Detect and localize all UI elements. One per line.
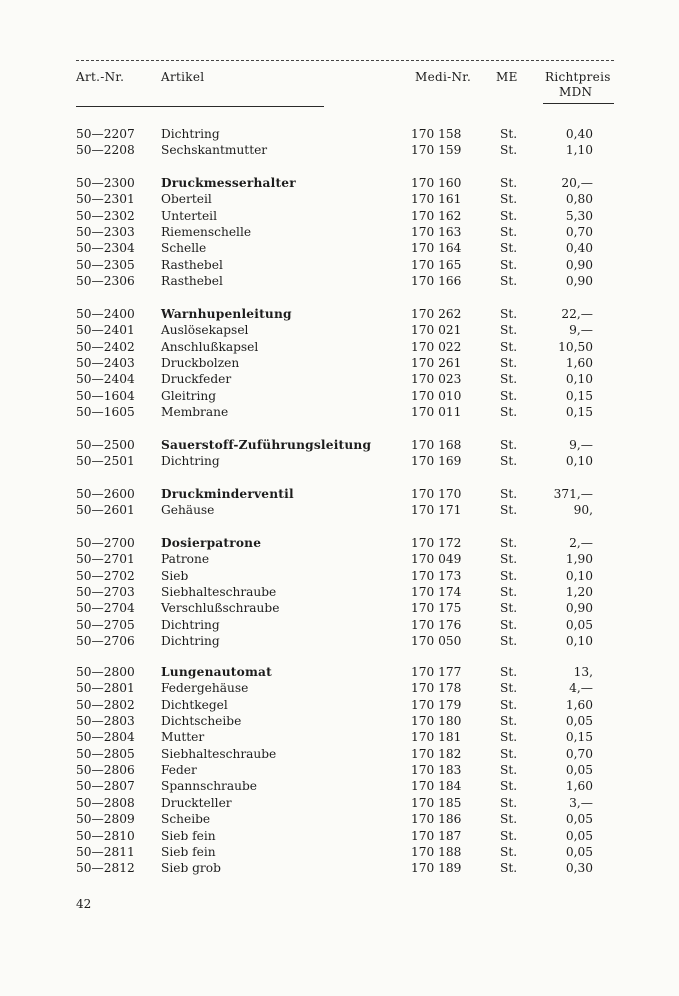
article-name-cell: Gleitring [161, 389, 217, 403]
table-row [0, 240, 679, 256]
table-row [0, 860, 679, 876]
art-number-cell: 50—2601 [76, 503, 135, 517]
unit-cell: St. [500, 730, 518, 744]
price-cell: 0,05 [565, 845, 593, 859]
unit-cell: St. [500, 763, 518, 777]
table-row [0, 273, 679, 289]
price-cell: 1,20 [565, 585, 593, 599]
price-cell: 1,90 [565, 552, 593, 566]
unit-cell: St. [500, 225, 518, 239]
col-header-medi-nr: Medi-Nr. [415, 70, 472, 84]
table-row [0, 142, 679, 158]
medi-number-cell: 170 049 [411, 552, 462, 566]
art-number-cell: 50—2808 [76, 796, 135, 810]
price-cell: 10,50 [558, 340, 593, 354]
art-number-cell: 50—2300 [76, 176, 135, 190]
table-row [0, 388, 679, 404]
price-cell: 0,90 [565, 258, 593, 272]
medi-number-cell: 170 158 [411, 127, 462, 141]
article-name-cell: Sauerstoff-Zuführungsleitung [161, 438, 372, 452]
price-cell: 5,30 [565, 209, 593, 223]
art-number-cell: 50—2801 [76, 681, 135, 695]
medi-number-cell: 170 185 [411, 796, 462, 810]
art-number-cell: 50—1604 [76, 389, 135, 403]
medi-number-cell: 170 023 [411, 372, 462, 386]
medi-number-cell: 170 011 [411, 405, 462, 419]
unit-cell: St. [500, 861, 518, 875]
table-row [0, 568, 679, 584]
price-cell: 0,15 [565, 730, 593, 744]
table-row [0, 795, 679, 811]
art-number-cell: 50—2401 [76, 323, 135, 337]
table-row [0, 502, 679, 518]
table-row [0, 322, 679, 338]
article-name-cell: Siebhalteschraube [161, 747, 277, 761]
price-cell: 9,— [569, 438, 593, 452]
article-name-cell: Spannschraube [161, 779, 258, 793]
table-row [0, 551, 679, 567]
unit-cell: St. [500, 372, 518, 386]
medi-number-cell: 170 171 [411, 503, 462, 517]
medi-number-cell: 170 178 [411, 681, 462, 695]
art-number-cell: 50—2600 [76, 487, 135, 501]
art-number-cell: 50—2304 [76, 241, 135, 255]
table-row [0, 453, 679, 469]
medi-number-cell: 170 177 [411, 665, 462, 679]
price-underline [543, 103, 614, 104]
art-number-cell: 50—2208 [76, 143, 135, 157]
medi-number-cell: 170 182 [411, 747, 462, 761]
article-name-cell: Verschlußschraube [161, 601, 280, 615]
art-number-cell: 50—2303 [76, 225, 135, 239]
article-name-cell: Sieb [161, 569, 189, 583]
price-cell: 0,30 [565, 861, 593, 875]
medi-number-cell: 170 050 [411, 634, 462, 648]
price-cell: 2,— [569, 536, 593, 550]
table-row [0, 729, 679, 745]
price-cell: 1,60 [565, 698, 593, 712]
unit-cell: St. [500, 536, 518, 550]
price-cell: 0,05 [565, 829, 593, 843]
unit-cell: St. [500, 796, 518, 810]
unit-cell: St. [500, 747, 518, 761]
medi-number-cell: 170 261 [411, 356, 462, 370]
article-name-cell: Oberteil [161, 192, 212, 206]
article-name-cell: Feder [161, 763, 197, 777]
art-number-cell: 50—2700 [76, 536, 135, 550]
unit-cell: St. [500, 601, 518, 615]
art-number-cell: 50—2402 [76, 340, 135, 354]
group-header-row [0, 486, 679, 502]
unit-cell: St. [500, 714, 518, 728]
art-number-cell: 50—1605 [76, 405, 135, 419]
medi-number-cell: 170 022 [411, 340, 462, 354]
unit-cell: St. [500, 340, 518, 354]
col-header-artikel: Artikel [161, 70, 205, 84]
article-name-cell: Dichtkegel [161, 698, 228, 712]
unit-cell: St. [500, 307, 518, 321]
art-number-cell: 50—2810 [76, 829, 135, 843]
unit-cell: St. [500, 405, 518, 419]
article-name-cell: Druckbolzen [161, 356, 240, 370]
unit-cell: St. [500, 779, 518, 793]
article-name-cell: Sieb grob [161, 861, 221, 875]
group-header-row [0, 175, 679, 191]
medi-number-cell: 170 172 [411, 536, 462, 550]
table-row [0, 339, 679, 355]
unit-cell: St. [500, 143, 518, 157]
col-header-mdn: MDN [559, 85, 593, 99]
table-row [0, 680, 679, 696]
page-number: 42 [76, 897, 92, 911]
group-header-row [0, 535, 679, 551]
table-row [0, 844, 679, 860]
medi-number-cell: 170 021 [411, 323, 462, 337]
unit-cell: St. [500, 681, 518, 695]
article-name-cell: Scheibe [161, 812, 211, 826]
medi-number-cell: 170 160 [411, 176, 462, 190]
unit-cell: St. [500, 829, 518, 843]
unit-cell: St. [500, 438, 518, 452]
medi-number-cell: 170 165 [411, 258, 462, 272]
art-number-cell: 50—2305 [76, 258, 135, 272]
table-row [0, 208, 679, 224]
price-cell: 0,05 [565, 812, 593, 826]
table-row [0, 355, 679, 371]
article-name-cell: Siebhalteschraube [161, 585, 277, 599]
art-number-cell: 50—2207 [76, 127, 135, 141]
art-number-cell: 50—2400 [76, 307, 135, 321]
unit-cell: St. [500, 323, 518, 337]
medi-number-cell: 170 164 [411, 241, 462, 255]
article-name-cell: Rasthebel [161, 274, 223, 288]
article-name-cell: Schelle [161, 241, 207, 255]
article-name-cell: Sechskantmutter [161, 143, 268, 157]
unit-cell: St. [500, 698, 518, 712]
art-number-cell: 50—2702 [76, 569, 135, 583]
price-cell: 0,10 [565, 634, 593, 648]
article-name-cell: Druckteller [161, 796, 232, 810]
article-name-cell: Auslösekapsel [161, 323, 249, 337]
art-number-cell: 50—2302 [76, 209, 135, 223]
table-row [0, 633, 679, 649]
price-cell: 1,10 [565, 143, 593, 157]
price-cell: 0,90 [565, 274, 593, 288]
art-number-cell: 50—2809 [76, 812, 135, 826]
unit-cell: St. [500, 812, 518, 826]
article-name-cell: Druckmesserhalter [161, 176, 296, 190]
art-number-cell: 50—2802 [76, 698, 135, 712]
art-number-cell: 50—2804 [76, 730, 135, 744]
medi-number-cell: 170 166 [411, 274, 462, 288]
article-name-cell: Druckminderventil [161, 487, 294, 501]
art-number-cell: 50—2806 [76, 763, 135, 777]
article-name-cell: Membrane [161, 405, 229, 419]
unit-cell: St. [500, 454, 518, 468]
medi-number-cell: 170 162 [411, 209, 462, 223]
price-cell: 3,— [569, 796, 593, 810]
art-number-cell: 50—2500 [76, 438, 135, 452]
art-number-cell: 50—2803 [76, 714, 135, 728]
unit-cell: St. [500, 192, 518, 206]
art-number-cell: 50—2705 [76, 618, 135, 632]
medi-number-cell: 170 161 [411, 192, 462, 206]
table-row [0, 697, 679, 713]
unit-cell: St. [500, 389, 518, 403]
medi-number-cell: 170 179 [411, 698, 462, 712]
article-name-cell: Mutter [161, 730, 205, 744]
article-name-cell: Federgehäuse [161, 681, 249, 695]
col-header-art-nr: Art.-Nr. [76, 70, 125, 84]
medi-number-cell: 170 174 [411, 585, 462, 599]
price-cell: 0,05 [565, 763, 593, 777]
medi-number-cell: 170 187 [411, 829, 462, 843]
article-name-cell: Anschlußkapsel [161, 340, 259, 354]
unit-cell: St. [500, 634, 518, 648]
article-name-cell: Rasthebel [161, 258, 223, 272]
table-row [0, 828, 679, 844]
art-number-cell: 50—2701 [76, 552, 135, 566]
table-row [0, 762, 679, 778]
price-cell: 0,80 [565, 192, 593, 206]
price-cell: 0,10 [565, 454, 593, 468]
medi-number-cell: 170 170 [411, 487, 462, 501]
col-header-richtpreis: Richtpreis [545, 70, 611, 84]
price-cell: 9,— [569, 323, 593, 337]
article-name-cell: Patrone [161, 552, 210, 566]
article-name-cell: Druckfeder [161, 372, 232, 386]
art-number-cell: 50—2800 [76, 665, 135, 679]
article-name-cell: Dichtscheibe [161, 714, 242, 728]
art-number-cell: 50—2807 [76, 779, 135, 793]
article-name-cell: Dichtring [161, 634, 220, 648]
medi-number-cell: 170 175 [411, 601, 462, 615]
medi-number-cell: 170 176 [411, 618, 462, 632]
price-cell: 0,10 [565, 569, 593, 583]
table-row [0, 600, 679, 616]
price-cell: 0,05 [565, 714, 593, 728]
article-name-cell: Lungenautomat [161, 665, 272, 679]
price-cell: 13, [573, 665, 593, 679]
unit-cell: St. [500, 552, 518, 566]
group-header-row [0, 664, 679, 680]
art-number-cell: 50—2501 [76, 454, 135, 468]
medi-number-cell: 170 189 [411, 861, 462, 875]
price-cell: 0,40 [565, 241, 593, 255]
price-cell: 1,60 [565, 356, 593, 370]
medi-number-cell: 170 169 [411, 454, 462, 468]
price-cell: 0,05 [565, 618, 593, 632]
table-row [0, 257, 679, 273]
article-name-cell: Dichtring [161, 618, 220, 632]
unit-cell: St. [500, 618, 518, 632]
group-header-row [0, 437, 679, 453]
medi-number-cell: 170 188 [411, 845, 462, 859]
art-number-cell: 50—2301 [76, 192, 135, 206]
col-header-me: ME [496, 70, 518, 84]
price-cell: 4,— [569, 681, 593, 695]
article-name-cell: Sieb fein [161, 829, 216, 843]
table-row [0, 126, 679, 142]
article-name-cell: Dichtring [161, 454, 220, 468]
table-row [0, 713, 679, 729]
price-cell: 0,15 [565, 405, 593, 419]
unit-cell: St. [500, 176, 518, 190]
group-header-row [0, 306, 679, 322]
table-row [0, 404, 679, 420]
price-cell: 0,40 [565, 127, 593, 141]
unit-cell: St. [500, 258, 518, 272]
table-row [0, 371, 679, 387]
medi-number-cell: 170 163 [411, 225, 462, 239]
medi-number-cell: 170 181 [411, 730, 462, 744]
price-cell: 0,15 [565, 389, 593, 403]
art-number-cell: 50—2403 [76, 356, 135, 370]
price-cell: 0,70 [565, 747, 593, 761]
article-name-cell: Warnhupenleitung [161, 307, 292, 321]
table-row [0, 617, 679, 633]
art-number-cell: 50—2812 [76, 861, 135, 875]
article-name-cell: Dosierpatrone [161, 536, 262, 550]
header-top-rule [76, 60, 614, 61]
price-cell: 0,70 [565, 225, 593, 239]
article-name-cell: Dichtring [161, 127, 220, 141]
art-number-cell: 50—2706 [76, 634, 135, 648]
article-name-cell: Unterteil [161, 209, 217, 223]
medi-number-cell: 170 159 [411, 143, 462, 157]
unit-cell: St. [500, 127, 518, 141]
medi-number-cell: 170 180 [411, 714, 462, 728]
article-name-cell: Sieb fein [161, 845, 216, 859]
art-number-cell: 50—2404 [76, 372, 135, 386]
medi-number-cell: 170 186 [411, 812, 462, 826]
medi-number-cell: 170 262 [411, 307, 462, 321]
unit-cell: St. [500, 569, 518, 583]
medi-number-cell: 170 010 [411, 389, 462, 403]
unit-cell: St. [500, 503, 518, 517]
price-cell: 90, [573, 503, 593, 517]
unit-cell: St. [500, 356, 518, 370]
table-row [0, 746, 679, 762]
unit-cell: St. [500, 665, 518, 679]
medi-number-cell: 170 184 [411, 779, 462, 793]
unit-cell: St. [500, 209, 518, 223]
price-cell: 0,10 [565, 372, 593, 386]
table-row [0, 778, 679, 794]
art-number-cell: 50—2703 [76, 585, 135, 599]
price-cell: 22,— [561, 307, 593, 321]
unit-cell: St. [500, 845, 518, 859]
price-cell: 1,60 [565, 779, 593, 793]
unit-cell: St. [500, 241, 518, 255]
header-bottom-rule [76, 106, 324, 107]
medi-number-cell: 170 173 [411, 569, 462, 583]
art-number-cell: 50—2306 [76, 274, 135, 288]
art-number-cell: 50—2811 [76, 845, 135, 859]
price-cell: 371,— [553, 487, 593, 501]
medi-number-cell: 170 183 [411, 763, 462, 777]
article-name-cell: Riemenschelle [161, 225, 252, 239]
table-row [0, 224, 679, 240]
unit-cell: St. [500, 487, 518, 501]
price-cell: 20,— [561, 176, 593, 190]
price-cell: 0,90 [565, 601, 593, 615]
table-row [0, 811, 679, 827]
table-row [0, 191, 679, 207]
art-number-cell: 50—2805 [76, 747, 135, 761]
unit-cell: St. [500, 585, 518, 599]
medi-number-cell: 170 168 [411, 438, 462, 452]
unit-cell: St. [500, 274, 518, 288]
article-name-cell: Gehäuse [161, 503, 215, 517]
table-row [0, 584, 679, 600]
art-number-cell: 50—2704 [76, 601, 135, 615]
